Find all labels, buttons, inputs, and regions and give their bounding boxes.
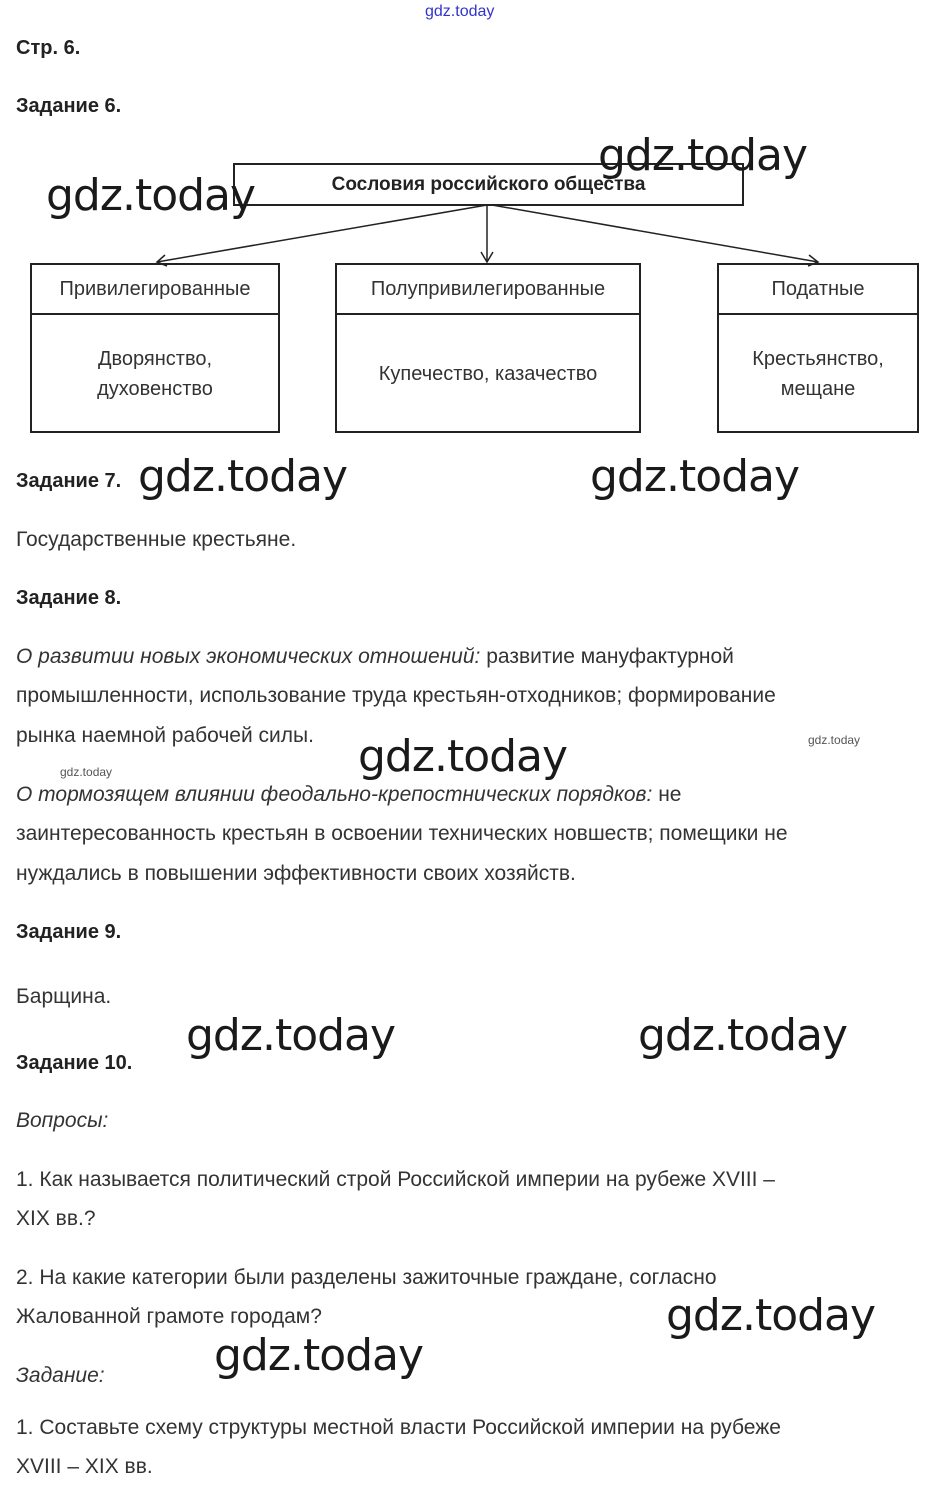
watermark-top: gdz.today [425,3,495,20]
group-members: Купечество, казачество [378,362,598,385]
watermark: gdz.today [598,130,808,181]
watermark: gdz.today [186,1010,396,1061]
task8-line-text: заинтересованность крестьян в освоении технических новшеств; помещики не [16,822,788,845]
watermark: gdz.today [638,1010,848,1061]
watermark: gdz.today [358,731,568,782]
task7-answer: Государственные крестьяне. [16,528,297,551]
watermark: gdz.today [590,451,800,502]
task-1-line-2: XVIII – XIX вв. [16,1455,153,1478]
task8-line-label: О тормозящем влиянии феодально-крепостнических порядков: [16,783,653,806]
page-label: Стр. 6. [16,37,81,59]
group-members: Дворянство, духовенство [97,347,213,400]
task8-line [16,783,681,807]
task8-line-text: не [652,783,682,806]
watermark-small: gdz.today [60,765,113,779]
task9-answer: Барщина. [16,985,112,1008]
question-1-line-2: XIX вв.? [16,1207,96,1230]
task8-line [16,822,788,846]
question-1-line-1: 1. Как называется политический строй Российской империи на рубеже XVIII – [16,1168,775,1191]
task8-line [16,645,734,669]
group-box-semi-privileged [335,263,641,433]
group-name: Податные [719,265,917,315]
diagram-root-box: Сословия российского общества [233,163,744,206]
task-1-line-1: 1. Составьте схему структуры местной власти Российской империи на рубеже [16,1416,781,1439]
task8-line-text: рынка наемной рабочей силы. [16,724,314,747]
watermark-small: gdz.today [808,733,861,747]
watermark: gdz.today [138,451,348,502]
group-box-privileged [30,263,280,433]
watermark: gdz.today [46,170,256,221]
watermark: gdz.today [666,1290,876,1341]
task8-line-text: нуждались в повышении эффективности своих хозяйств. [16,862,576,885]
task10-title: Задание 10. [16,1052,133,1074]
task8-title: Задание 8. [16,587,122,609]
group-box-taxable [717,263,919,433]
task9-title: Задание 9. [16,921,122,943]
question-2-line-2: Жалованной грамоте городам? [16,1305,322,1328]
task8-line-text: развитие мануфактурной [480,645,734,668]
questions-label: Вопросы: [16,1109,109,1132]
task8-line [16,724,314,748]
task7-title: Задание 7. [16,470,122,492]
group-name: Привилегированные [32,265,278,315]
group-name: Полупривилегированные [337,265,639,315]
task6-title: Задание 6. [16,95,122,117]
task8-line [16,684,776,708]
task8-line-label: О развитии новых экономических отношений: [16,645,481,668]
task8-line-text: промышленности, использование труда крестьян-отходников; формирование [16,684,776,707]
group-members: Крестьянство, мещане [752,347,884,400]
watermark: gdz.today [214,1330,424,1381]
task-label: Задание: [16,1364,105,1387]
task8-line [16,862,576,886]
question-2-line-1: 2. На какие категории были разделены зажиточные граждане, согласно [16,1266,717,1289]
